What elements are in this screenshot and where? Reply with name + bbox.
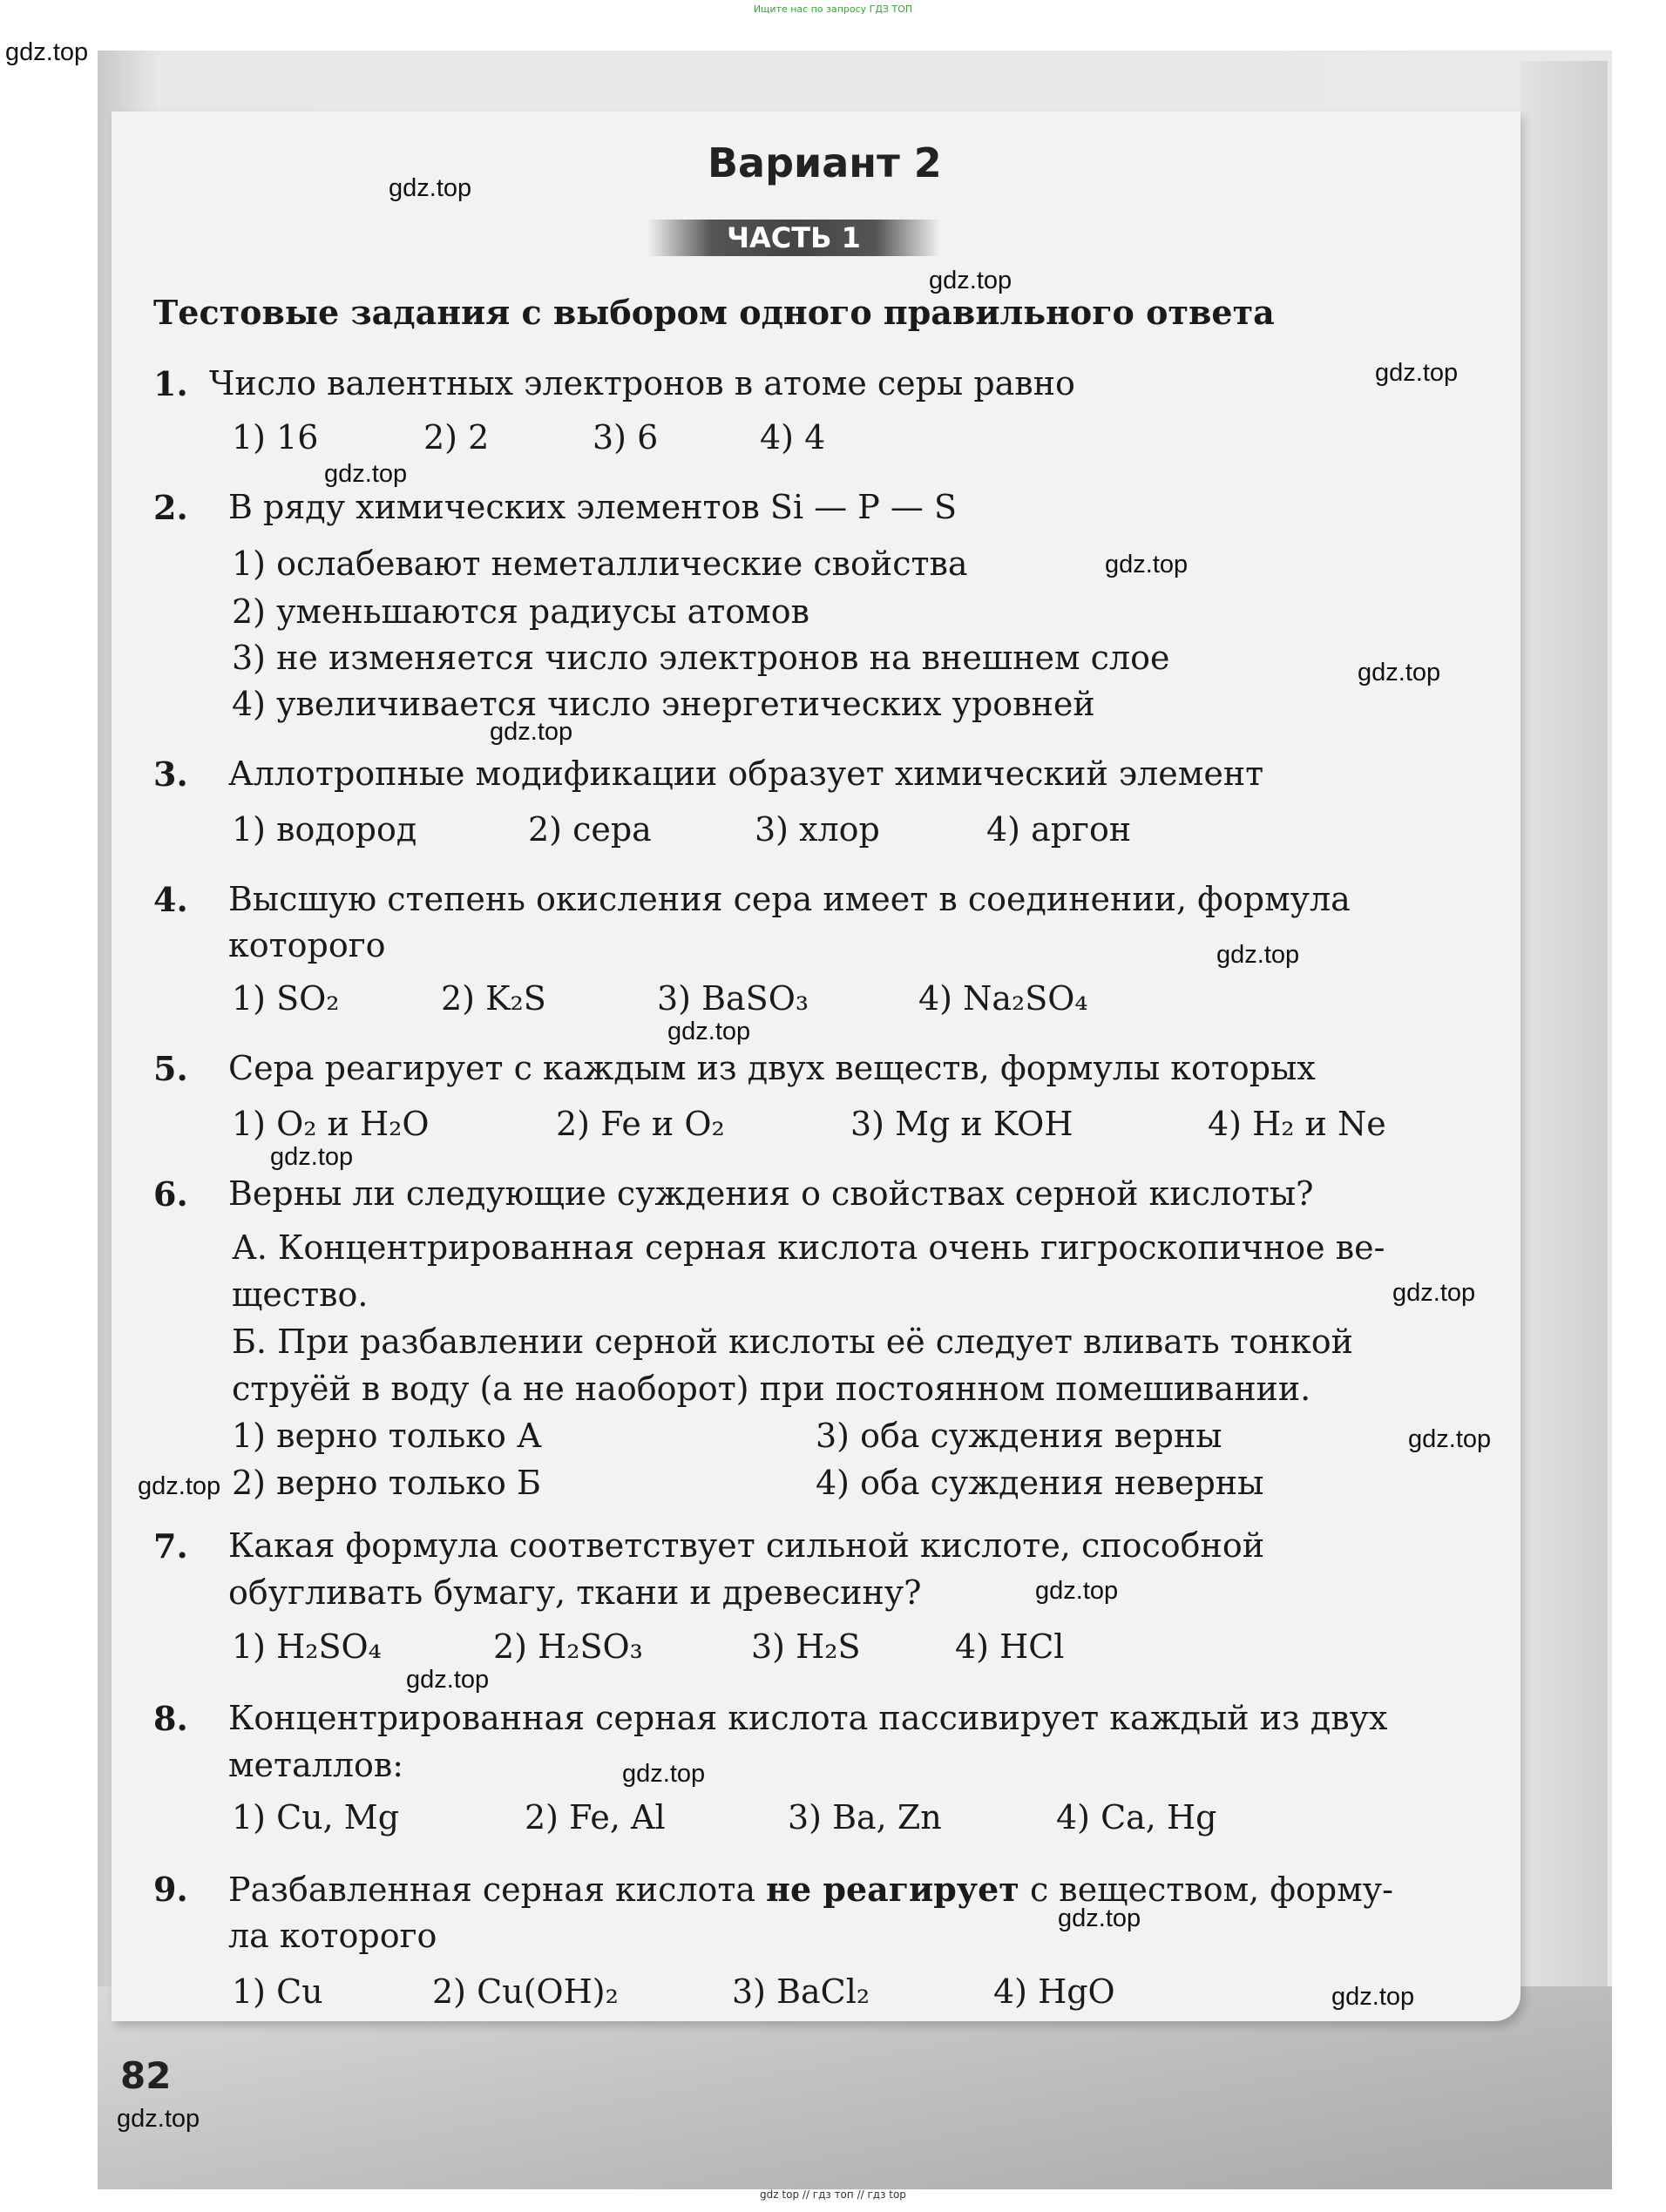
watermark: gdz.top xyxy=(622,1760,706,1788)
answer-option: 4) HgO xyxy=(993,1972,1115,2011)
answer-option: 1) водород xyxy=(232,810,417,849)
watermark: gdz.top xyxy=(1331,1983,1415,2011)
watermark: gdz.top xyxy=(929,267,1012,294)
statement: А. Концентрированная серная кислота очень гигроскопичное ве- xyxy=(232,1228,1385,1267)
watermark: gdz.top xyxy=(1105,551,1189,578)
answer-option: 3) оба суждения верны xyxy=(816,1417,1222,1455)
answer-option: 2) Fe, Al xyxy=(525,1798,666,1837)
question-text: Высшую степень окисления сера имеет в соединении, формула xyxy=(228,880,1351,918)
question-text: металлов: xyxy=(228,1746,404,1784)
watermark: gdz.top xyxy=(270,1143,354,1171)
question-text: Сера реагирует с каждым из двух веществ, формулы которых xyxy=(228,1049,1316,1087)
answer-option: 1) Cu, Mg xyxy=(232,1798,400,1837)
question-text xyxy=(228,1870,1393,1909)
answer-option: 3) Ba, Zn xyxy=(788,1798,942,1837)
watermark: gdz.top xyxy=(1035,1577,1119,1605)
answer-option: 3) BaSO₃ xyxy=(657,979,809,1018)
question-text: Число валентных электронов в атоме серы равно xyxy=(209,364,1075,402)
watermark: gdz.top xyxy=(1408,1425,1492,1453)
question-text-part: Разбавленная серная кислота xyxy=(228,1870,756,1909)
answer-option: 1) H₂SO₄ xyxy=(232,1627,382,1666)
answer-option: 4) Na₂SO₄ xyxy=(918,979,1088,1018)
answer-option: 2) K₂S xyxy=(441,979,546,1018)
answer-option: 1) SO₂ xyxy=(232,979,340,1018)
question-number: 4. xyxy=(153,880,188,919)
answer-option: 4) увеличивается число энергетических уровней xyxy=(232,685,1095,723)
watermark: gdz.top xyxy=(5,38,89,66)
question-number: 3. xyxy=(153,754,188,794)
watermark: gdz.top xyxy=(1392,1279,1476,1307)
bottom-banner: gdz top // гдз топ // гдз top xyxy=(760,2188,906,2201)
statement: щество. xyxy=(232,1275,369,1314)
answer-option: 1) 16 xyxy=(232,418,319,457)
question-number: 9. xyxy=(153,1870,188,1909)
answer-option: 2) Fe и O₂ xyxy=(556,1105,725,1143)
watermark: gdz.top xyxy=(1216,941,1300,969)
watermark: gdz.top xyxy=(490,718,573,746)
watermark: gdz.top xyxy=(1375,359,1459,387)
question-number: 2. xyxy=(153,488,188,527)
question-text: ла которого xyxy=(228,1917,437,1955)
answer-option: 2) 2 xyxy=(423,418,490,457)
answer-option: 1) верно только А xyxy=(232,1417,542,1455)
answer-option: 1) O₂ и H₂O xyxy=(232,1105,430,1143)
statement: Б. При разбавлении серной кислоты её следует вливать тонкой xyxy=(232,1322,1353,1361)
answer-option: 2) Cu(OH)₂ xyxy=(432,1972,619,2011)
question-text: обугливать бумагу, ткани и древесину? xyxy=(228,1573,922,1612)
watermark: gdz.top xyxy=(1358,659,1441,687)
part-badge: ЧАСТЬ 1 xyxy=(647,220,940,256)
question-number: 6. xyxy=(153,1174,188,1214)
question-text: Аллотропные модификации образует химический элемент xyxy=(228,754,1264,793)
answer-option: 1) Cu xyxy=(232,1972,323,2011)
answer-option: 2) верно только Б xyxy=(232,1464,541,1502)
watermark: gdz.top xyxy=(1058,1904,1141,1932)
question-number: 5. xyxy=(153,1049,188,1088)
question-text: которого xyxy=(228,926,386,964)
page-title: Вариант 2 xyxy=(708,139,942,186)
answer-option: 3) 6 xyxy=(593,418,659,457)
answer-option: 4) HCl xyxy=(955,1627,1065,1666)
question-text: В ряду химических элементов Si — P — S xyxy=(228,488,958,526)
answer-option: 3) H₂S xyxy=(751,1627,861,1666)
answer-option: 3) не изменяется число электронов на внешнем слое xyxy=(232,639,1170,677)
section-subtitle: Тестовые задания с выбором одного правильного ответа xyxy=(153,293,1275,332)
question-number: 8. xyxy=(153,1699,188,1738)
statement: струёй в воду (а не наоборот) при постоянном помешивании. xyxy=(232,1370,1311,1408)
answer-option: 3) Mg и KOH xyxy=(850,1105,1073,1143)
watermark: gdz.top xyxy=(406,1666,490,1694)
question-text: Верны ли следующие суждения о свойствах серной кислоты? xyxy=(228,1174,1314,1213)
watermark: gdz.top xyxy=(117,2105,200,2133)
page-number: 82 xyxy=(120,2054,172,2097)
answer-option: 2) сера xyxy=(528,810,652,849)
answer-option: 4) Ca, Hg xyxy=(1056,1798,1217,1837)
answer-option: 4) H₂ и Ne xyxy=(1208,1105,1386,1143)
answer-option: 4) 4 xyxy=(760,418,826,457)
answer-option: 1) ослабевают неметаллические свойства xyxy=(232,545,968,583)
answer-option: 3) хлор xyxy=(755,810,880,849)
question-number: 7. xyxy=(153,1526,188,1566)
answer-option: 4) аргон xyxy=(986,810,1132,849)
question-emphasis: не реагирует xyxy=(766,1870,1019,1909)
book-edge xyxy=(1520,61,1608,2134)
watermark: gdz.top xyxy=(389,174,472,202)
watermark: gdz.top xyxy=(667,1018,751,1045)
top-banner: Ищите нас по запросу ГДЗ ТОП xyxy=(753,3,913,15)
watermark: gdz.top xyxy=(324,460,408,488)
answer-option: 2) уменьшаются радиусы атомов xyxy=(232,592,809,631)
answer-option: 2) H₂SO₃ xyxy=(493,1627,643,1666)
answer-option: 4) оба суждения неверны xyxy=(816,1464,1264,1502)
question-number: 1. xyxy=(153,364,188,403)
question-text-part: с веществом, форму- xyxy=(1029,1870,1393,1909)
answer-option: 3) BaCl₂ xyxy=(732,1972,870,2011)
question-text: Какая формула соответствует сильной кислоте, способной xyxy=(228,1526,1265,1565)
watermark: gdz.top xyxy=(138,1472,221,1500)
question-text: Концентрированная серная кислота пассивирует каждый из двух xyxy=(228,1699,1388,1737)
